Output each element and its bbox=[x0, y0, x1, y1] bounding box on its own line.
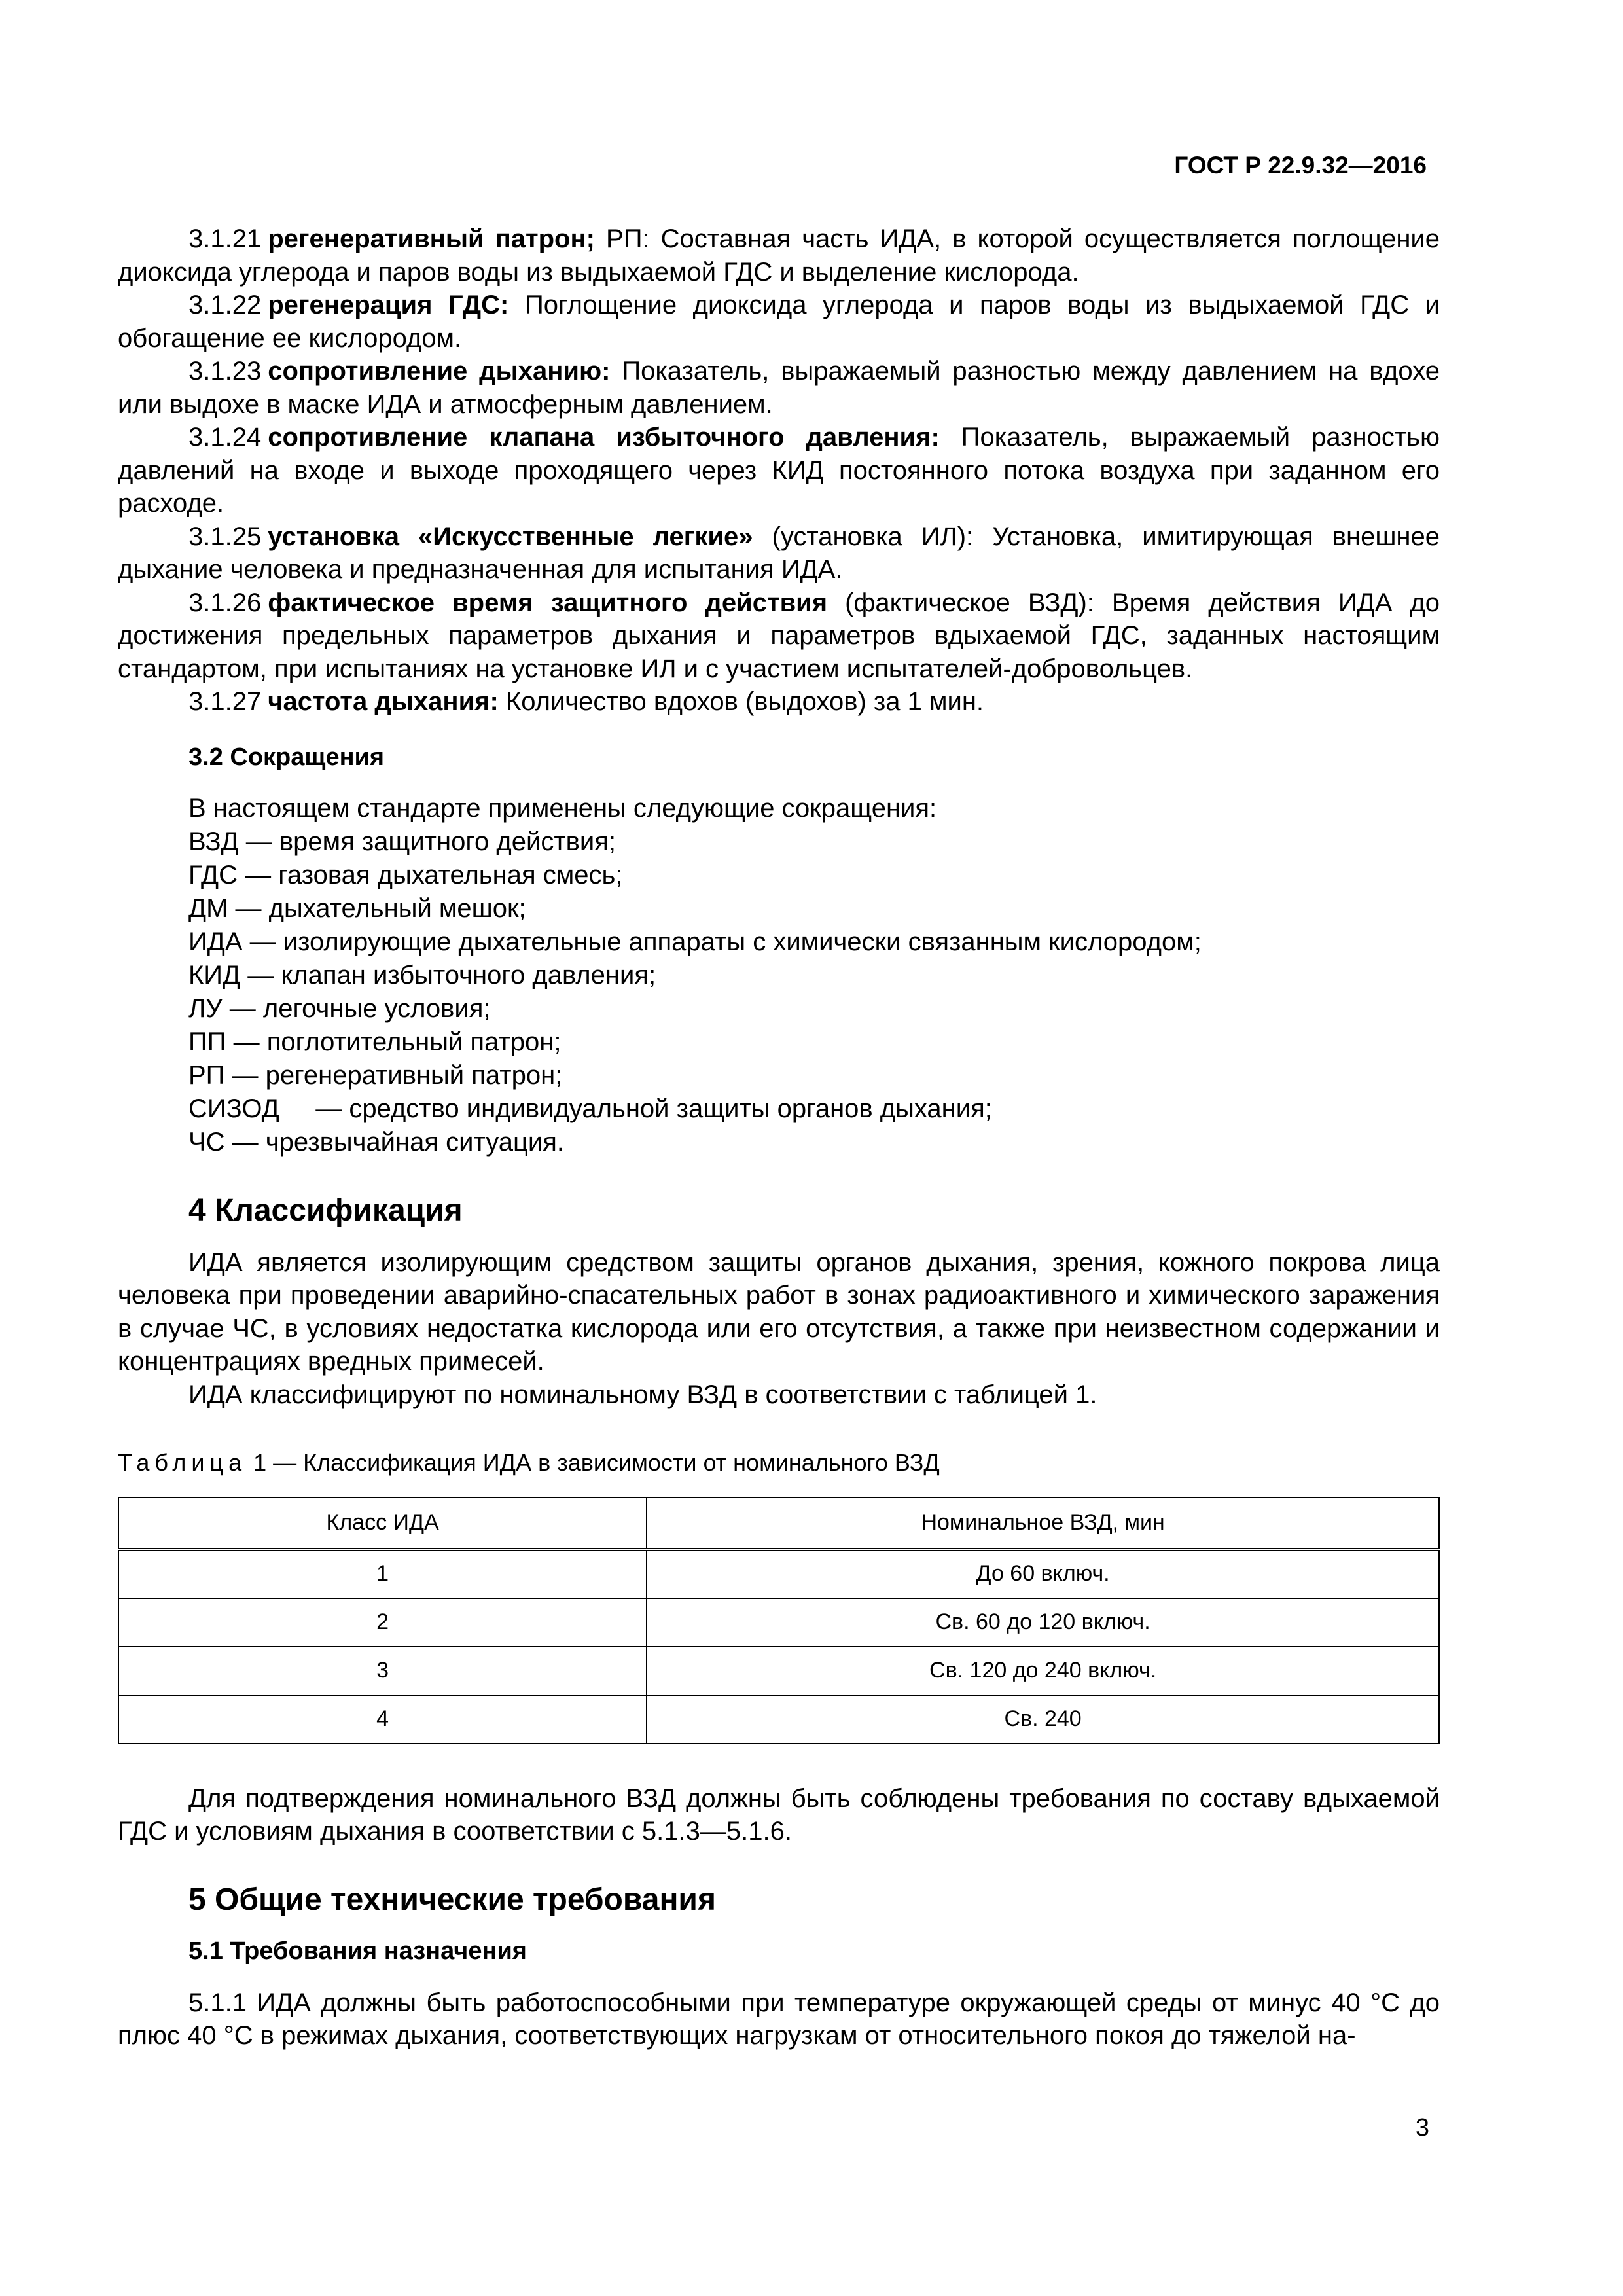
table-cell: Св. 240 bbox=[647, 1695, 1439, 1744]
abbreviation-item: ДМ — дыхательный мешок; bbox=[188, 894, 526, 923]
term: сопротивление клапана избыточного давления: bbox=[268, 423, 940, 452]
term: сопротивление дыханию: bbox=[268, 357, 611, 386]
term: регенерация ГДС: bbox=[268, 291, 509, 319]
definition-text: Количество вдохов (выдохов) за 1 мин. bbox=[498, 687, 984, 716]
table-row bbox=[118, 1598, 1439, 1647]
table-cell: 3 bbox=[118, 1647, 647, 1695]
section-4-paragraph-2: ИДА классифицируют по номинальному ВЗД в соответствии с таблицей 1. bbox=[188, 1380, 1097, 1409]
column-header-duration: Номинальное ВЗД, мин bbox=[647, 1498, 1439, 1549]
abbreviation-item: КИД — клапан избыточного давления; bbox=[188, 961, 656, 990]
clause-number: 3.1.27 bbox=[188, 687, 262, 716]
classification-table bbox=[118, 1497, 1440, 1744]
definition-3-1-26 bbox=[118, 586, 1440, 686]
term: фактическое время защитного действия bbox=[268, 588, 828, 617]
abbreviation-item: ГДС — газовая дыхательная смесь; bbox=[188, 861, 623, 889]
clause-number: 3.1.21 bbox=[188, 224, 262, 253]
definition-text: РП: Составная часть ИДА, в которой осуществляется поглощение диоксида углерода и паров воды из выдыхаемой ГДС и выделение кислорода. bbox=[118, 224, 1440, 287]
abbreviation-item: РП — регенеративный патрон; bbox=[188, 1061, 563, 1090]
definition-3-1-22 bbox=[118, 289, 1440, 355]
term: установка «Искусственные легкие» bbox=[268, 522, 753, 551]
abbreviation-item: ПП — поглотительный патрон; bbox=[188, 1028, 562, 1056]
table-header-row bbox=[118, 1498, 1439, 1549]
clause-number: 3.1.24 bbox=[188, 423, 262, 452]
definition-3-1-24 bbox=[118, 421, 1440, 520]
table-cell: 1 bbox=[118, 1549, 647, 1598]
table-row bbox=[118, 1695, 1439, 1744]
document-body bbox=[118, 223, 1440, 2053]
table-cell: Св. 60 до 120 включ. bbox=[647, 1598, 1439, 1647]
table-cell: 2 bbox=[118, 1598, 647, 1647]
definition-3-1-27 bbox=[118, 685, 1440, 719]
definition-text: (фактическое ВЗД): Время действия ИДА до достижения предельных параметров дыхания и параметров вдыхаемой ГДС, заданных настоящим стандартом, при испытаниях на установке ИЛ и с участием испытателей-добровольцев. bbox=[118, 588, 1440, 683]
section-5-1-1-paragraph: 5.1.1 ИДА должны быть работоспособными при температуре окружающей среды от минус 40 °С до плюс 40 °С в режимах дыхания, соответствующих нагрузкам от относительного покоя до тяжелой на- bbox=[118, 1988, 1440, 2050]
clause-number: 3.1.25 bbox=[188, 522, 262, 551]
table-caption bbox=[118, 1446, 1440, 1480]
term: регенеративный патрон; bbox=[268, 224, 595, 253]
abbreviations-heading: 3.2 Сокращения bbox=[188, 743, 385, 771]
section-4-heading: 4 Классификация bbox=[188, 1193, 463, 1228]
definition-3-1-23 bbox=[118, 355, 1440, 421]
table-cell: Св. 120 до 240 включ. bbox=[647, 1647, 1439, 1695]
abbreviation-item: СИЗОД — средство индивидуальной защиты органов дыхания; bbox=[188, 1094, 992, 1123]
definition-3-1-21 bbox=[118, 223, 1440, 289]
table-caption-text: 1 — Классификация ИДА в зависимости от номинального ВЗД bbox=[247, 1449, 940, 1476]
column-header-class: Класс ИДА bbox=[118, 1498, 647, 1549]
definition-3-1-25 bbox=[118, 520, 1440, 586]
section-5-1-heading: 5.1 Требования назначения bbox=[188, 1937, 527, 1965]
section-5-heading: 5 Общие технические требования bbox=[188, 1882, 716, 1917]
table-row bbox=[118, 1647, 1439, 1695]
term: частота дыхания: bbox=[268, 687, 499, 716]
table-caption-label: Таблица bbox=[118, 1449, 247, 1476]
abbreviation-item: ИДА — изолирующие дыхательные аппараты с химически связанным кислородом; bbox=[188, 927, 1202, 956]
abbreviation-item: ЛУ — легочные условия; bbox=[188, 994, 491, 1023]
abbreviations-list bbox=[118, 792, 1440, 1159]
table-cell: До 60 включ. bbox=[647, 1549, 1439, 1598]
abbreviation-item: ЧС — чрезвычайная ситуация. bbox=[188, 1128, 565, 1157]
table-cell: 4 bbox=[118, 1695, 647, 1744]
standard-header: ГОСТ Р 22.9.32—2016 bbox=[1174, 152, 1427, 179]
clause-number: 3.1.26 bbox=[188, 588, 262, 617]
clause-number: 3.1.23 bbox=[188, 357, 262, 386]
table-row bbox=[118, 1549, 1439, 1598]
clause-number: 3.1.22 bbox=[188, 291, 262, 319]
definition-text: (установка ИЛ): Установка, имитирующая внешнее дыхание человека и предназначенная для испытания ИДА. bbox=[118, 522, 1440, 584]
definition-text: Показатель, выражаемый разностью между давлением на вдохе или выдохе в маске ИДА и атмосферным давлением. bbox=[118, 357, 1440, 419]
abbreviations-intro: В настоящем стандарте применены следующие сокращения: bbox=[188, 794, 937, 823]
page-number: 3 bbox=[1415, 2114, 1429, 2142]
abbreviation-item: ВЗД — время защитного действия; bbox=[188, 827, 616, 856]
section-4-paragraph-1: ИДА является изолирующим средством защиты органов дыхания, зрения, кожного покрова лица человека при проведении аварийно-спасательных работ в зонах радиоактивного и химического заражения в случае ЧС, в условиях недостатка кислорода или его отсутствия, а также при неизвестном содержании и концентрациях вредных примесей. bbox=[118, 1247, 1440, 1376]
definition-text: Поглощение диоксида углерода и паров воды из выдыхаемой ГДС и обогащение ее кислородом. bbox=[118, 291, 1440, 353]
after-table-paragraph: Для подтверждения номинального ВЗД должны быть соблюдены требования по составу вдыхаемой ГДС и условиям дыхания в соответствии с 5.1.3—5.1.6. bbox=[118, 1784, 1440, 1846]
definition-text: Показатель, выражаемый разностью давлений на входе и выходе проходящего через КИД постоянного потока воздуха при заданном его расходе. bbox=[118, 423, 1440, 518]
